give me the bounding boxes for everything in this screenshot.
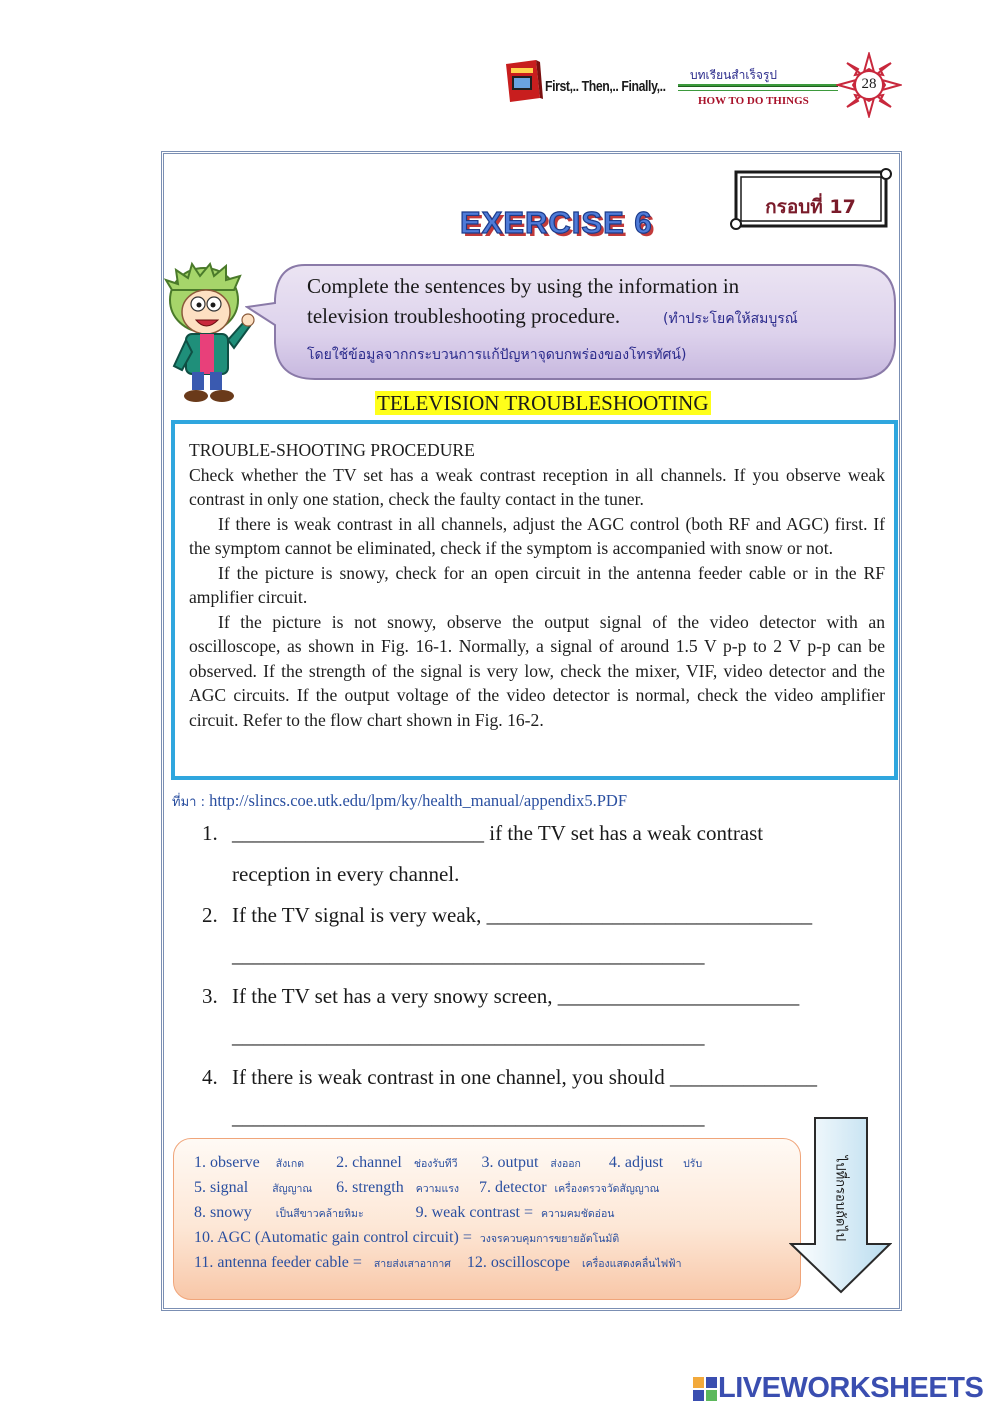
question-text[interactable]: ________________________ if the TV set has a weak contrast (232, 821, 764, 845)
word-bank-term: 3. output (481, 1154, 539, 1171)
word-bank-meaning: วงจรควบคุมการขยายอัตโนมัติ (479, 1233, 620, 1245)
procedure-heading: TROUBLE-SHOOTING PROCEDURE (189, 440, 475, 460)
frame-label: กรอบที่ 17 (765, 196, 856, 218)
source-url[interactable]: http://slincs.coe.utk.edu/lpm/ky/health_manual/appendix5.PDF (209, 791, 628, 810)
procedure-paragraph: If the picture is snowy, check for an open circuit in the antenna feeder cable or in the RF amplifier circuit. (189, 562, 885, 607)
liveworksheets-logo: LIVEWORKSHEETS (718, 1372, 984, 1404)
question-text[interactable]: If the TV set has a very snowy screen, _______________________ (232, 984, 800, 1008)
question-number: 3. (202, 984, 218, 1008)
word-bank-meaning: เครื่องตรวจวัดสัญญาณ (554, 1183, 660, 1195)
answer-blank-line[interactable]: _____________________________________________ (232, 1105, 705, 1129)
word-bank-term: 9. weak contrast = (415, 1204, 534, 1221)
question-number: 2. (202, 903, 218, 927)
word-bank-row (194, 1179, 659, 1197)
word-bank-row (194, 1229, 619, 1247)
source-citation (172, 791, 627, 812)
question-text-continued: reception in every channel. (232, 862, 460, 886)
answer-blank-line[interactable]: _____________________________________________ (232, 1024, 705, 1048)
procedure-paragraph: Check whether the TV set has a weak contrast reception in all channels. If you observe weak contrast in only one station, check the faulty contact in the tuner. (189, 464, 885, 509)
header-divider-thin (678, 90, 838, 91)
word-bank-meaning: สังเกต (275, 1158, 305, 1170)
section-title: TELEVISION TROUBLESHOOTING (377, 391, 709, 415)
question-text[interactable]: If the TV signal is very weak, _______________________________ (232, 903, 813, 927)
header-thai-title: บทเรียนสำเร็จรูป (690, 68, 778, 82)
word-bank-term: 2. channel (336, 1154, 402, 1171)
question-number: 4. (202, 1065, 218, 1089)
word-bank-term: 6. strength (336, 1179, 404, 1196)
word-bank-term: 1. observe (194, 1154, 260, 1171)
word-bank-meaning: ปรับ (683, 1158, 703, 1170)
liveworksheets-logo-icon (693, 1377, 717, 1401)
word-bank-meaning: เครื่องแสดงคลื่นไฟฟ้า (582, 1258, 682, 1270)
word-bank-term: 8. snowy (194, 1204, 252, 1221)
source-label: ที่มา : (172, 795, 205, 810)
word-bank-row (194, 1154, 702, 1172)
instruction-line-1: Complete the sentences by using the information in (307, 274, 740, 298)
word-bank-meaning: สัญญาณ (272, 1183, 313, 1195)
instruction-line-2: television troubleshooting procedure. (307, 304, 621, 328)
header-motto: First,.. Then,.. Finally,.. (545, 78, 666, 95)
question-number: 1. (202, 821, 218, 845)
next-frame-label[interactable]: ไปที่กรอบถัดไป (832, 1155, 848, 1242)
word-bank-term: 5. signal (194, 1179, 249, 1196)
book-cover-icon (502, 58, 544, 104)
word-bank-term: 10. AGC (Automatic gain control circuit) = (194, 1229, 472, 1246)
word-bank-term: 7. detector (479, 1179, 547, 1196)
exercise-title: EXERCISE 6 (460, 205, 653, 240)
question-text[interactable]: If there is weak contrast in one channel, you should ______________ (232, 1065, 817, 1089)
word-bank-meaning: ส่งออก (550, 1158, 581, 1170)
word-bank-meaning: เป็นสีขาวคล้ายหิมะ (275, 1208, 364, 1220)
header-divider (678, 84, 838, 87)
answer-blank-line[interactable]: _____________________________________________ (232, 943, 705, 967)
page-number: 28 (861, 76, 877, 92)
word-bank-row (194, 1204, 614, 1222)
word-bank-row (194, 1254, 682, 1272)
instruction-thai-1: (ทำประโยคให้สมบูรณ์ (663, 311, 798, 327)
procedure-paragraph: If the picture is not snowy, observe the output signal of the video detector with an oscilloscope, as shown in Fig. 16-1. Normally, a signal of around 1.5 V p-p to 2 V p-p can be observed. If the strength of the signal is very low, check the mixer, VIF, video detector and the AGC circuits. If the output voltage of the video detector is normal, check the video amplifier circuit. Refer to the flow chart shown in Fig. 16-2. (189, 611, 885, 730)
instruction-thai-2: โดยใช้ข้อมูลจากกระบวนการแก้ปัญหาจุดบกพร่องของโทรทัศน์) (307, 347, 687, 363)
word-bank-term: 11. antenna feeder cable = (194, 1254, 362, 1271)
procedure-paragraph: If there is weak contrast in all channels, adjust the AGC control (both RF and AGC) first. If the symptom cannot be eliminated, check if the symptom is accompanied with snow or not. (189, 513, 885, 558)
word-bank-meaning: ความแรง (415, 1183, 459, 1195)
header-subtitle: HOW TO DO THINGS (698, 95, 809, 107)
word-bank-meaning: ความคมชัดอ่อน (541, 1208, 615, 1220)
word-bank-term: 4. adjust (608, 1154, 664, 1171)
word-bank-meaning: ช่องรับทีวี (413, 1158, 458, 1170)
procedure-text (189, 438, 885, 732)
word-bank-meaning: สายส่งเสาอากาศ (373, 1258, 451, 1270)
word-bank-term: 12. oscilloscope (466, 1254, 570, 1271)
